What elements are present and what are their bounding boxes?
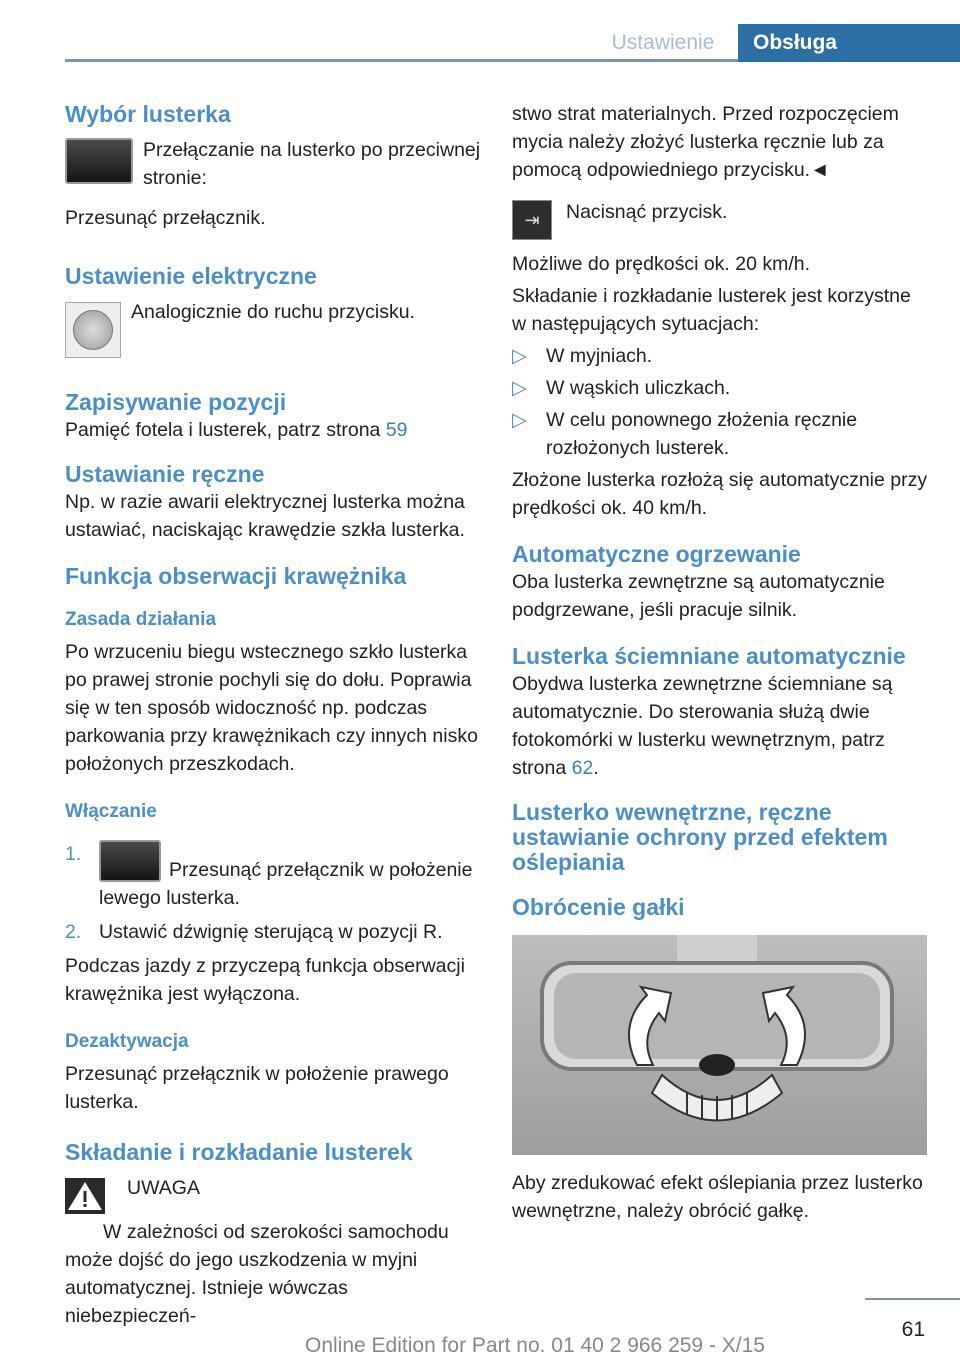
heading-principle: Zasada działania [65, 609, 217, 630]
left-column [65, 100, 483, 1330]
heading-mirror-select: Wybór lusterka [65, 101, 231, 127]
mirror-switch-icon-inline [99, 840, 161, 882]
heating-text: Oba lusterka zewnętrzne są automatycznie podgrzewane, jeśli pracuje silnik. [512, 571, 885, 621]
heading-electric: Ustawienie elektryczne [65, 263, 317, 289]
list-item: ▷ W celu ponownego złożenia ręcznie rozłożonych lusterek. [512, 409, 858, 459]
mirror-select-action: Przesunąć przełącznik. [65, 207, 266, 229]
save-text: Pamięć fotela i lusterek, patrz strona 59 [65, 419, 408, 441]
situations-list [512, 342, 930, 462]
unfold-text: Złożone lusterka rozłożą się automatycznie przy prędkości ok. 40 km/h. [512, 469, 928, 519]
heading-manual: Ustawianie ręczne [65, 461, 265, 487]
heading-dimming: Lusterka ściemniane automatycznie [512, 643, 906, 669]
heading-knob: Obrócenie gałki [512, 894, 685, 920]
page-link-62[interactable]: 62 [571, 757, 594, 779]
warning-icon [65, 1178, 105, 1214]
heading-fold: Składanie i rozkładanie lusterek [65, 1139, 413, 1165]
speed-text: Możliwe do prędkości ok. 20 km/h. [512, 253, 811, 275]
step-2-number: 2. [65, 921, 82, 943]
mirror-select-text: Przełączanie na lusterko po przeciwnej stronie: [143, 139, 481, 189]
step-1-number: 1. [65, 843, 82, 865]
useful-text: Składanie i rozkładanie lusterek jest korzystne w następujących sytuacjach: [512, 285, 911, 335]
step-1-text: Przesunąć przełącznik w położenie lewego lusterka. [99, 859, 473, 909]
heading-disable: Dezaktywacja [65, 1031, 189, 1052]
disable-text: Przesunąć przełącznik w położenie prawego lusterka. [65, 1063, 449, 1113]
list-item: ▷ W myjniach. [512, 345, 653, 367]
press-button-text: Nacisnąć przycisk. [566, 201, 728, 223]
step-1 [65, 840, 483, 912]
knob-text: Aby zredukować efekt oślepiania przez lusterko wewnętrzne, należy obrócić gałkę. [512, 1172, 923, 1222]
heading-enable: Włączanie [65, 801, 157, 822]
right-column [512, 100, 930, 1225]
step-2 [65, 918, 483, 946]
heading-curb-function: Funkcja obserwacji krawężnika [65, 563, 407, 589]
step-2-text: Ustawić dźwignię sterującą w pozycji R. [99, 921, 443, 943]
trailer-text: Podczas jazdy z przyczepą funkcja obserwacji krawężnika jest wyłączona. [65, 955, 465, 1005]
mirror-switch-icon [65, 138, 133, 184]
tab-ustawienie[interactable]: Ustawienie [611, 31, 715, 54]
heading-save-position: Zapisywanie pozycji [65, 389, 287, 415]
warning-label: UWAGA [127, 1177, 200, 1199]
principle-text: Po wrzuceniu biegu wstecznego szkło lusterka po prawej stronie pochyli się do dołu. Poprawia się w ten sposób widoczność np. podczas parkowania przy krawężnikach czy innych nisko położonych przeszkodach. [65, 641, 478, 775]
list-item: ▷ W wąskich uliczkach. [512, 377, 731, 399]
warning-continued: stwo strat materialnych. Przed rozpoczęciem mycia należy złożyć lusterka ręcznie lub za pomocą odpowiedniego przycisku.◄ [512, 103, 899, 181]
heading-heating: Automatyczne ogrzewanie [512, 541, 801, 567]
electric-text: Analogicznie do ruchu przycisku. [131, 301, 415, 323]
fold-mirror-button-icon: ⇥ [512, 200, 552, 240]
tab-obsluga[interactable]: Obsługa [738, 24, 960, 62]
edition-watermark: Online Edition for Part no. 01 40 2 966 259 - X/15 [305, 1334, 765, 1357]
page-link-59[interactable]: 59 [385, 419, 408, 441]
warning-text: W zależności od szerokości samochodu może dojść do jego uszkodzenia w myjni automatycznej. Istnieje wówczas niebezpieczeń- [65, 1221, 449, 1327]
heading-interior-mirror: Lusterko wewnętrzne, ręczne ustawianie ochrony przed efektem oślepiania [512, 799, 888, 875]
footer-rule [865, 1298, 960, 1300]
interior-mirror-photo [512, 935, 927, 1155]
manual-text: Np. w razie awarii elektrycznej lusterka można ustawiać, naciskając krawędzie szkła lusterka. [65, 491, 465, 541]
dimming-text: Obydwa lusterka zewnętrzne ściemniane są automatycznie. Do sterowania służą dwie fotokomórki w lusterku wewnętrznym, patrz strona 62. [512, 673, 893, 779]
mirror-adjust-pad-icon [65, 302, 121, 358]
page-number: 61 [901, 1318, 925, 1341]
